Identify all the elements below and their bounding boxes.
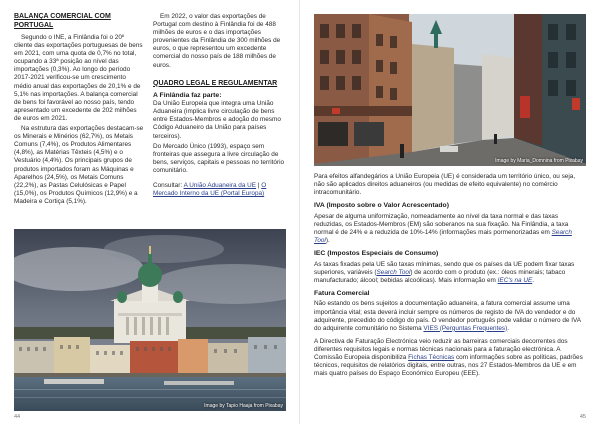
eu-internal-market-link[interactable]: O Mercado Interno da UE (Portal Europa) [153,182,267,198]
iva-heading: IVA (Imposto sobre o Valor Acrescentado) [314,202,449,210]
search-tool-link[interactable]: Search Tool [314,228,572,245]
invoice-paragraph: Não estando os bens sujeitos a documentação aduaneira, a fatura comercial assume uma importância vital; esta deverá incluir sempre os números de registo de IVA do vendedor e do adquirente, precedido do código do país. O vendedor português pode validar o número de IVA do adquirente comunitário no Sistema VIES (Perguntas Frequentes). [314,300,581,332]
search-tool-link[interactable]: Search Tool [376,268,411,276]
helsinki-cathedral-photo [14,229,286,411]
page-number: 45 [579,414,586,420]
paragraph: Na estrutura das exportações destacam-se os Minerais e Minérios (62,7%), os Metais Comuns (7,4%), os Produtos Alimentares (4,8%), as Matérias Têxteis (4,5%) e o Vestuário (4,4%). Os principais grupos de produtos importados foram as Máquinas e Aparelhos (24,5%), os Metais Comuns (22,2%), as Pastas Celulósicas e Papel (15,0%), os Produtos Químicos (12,9%) e a Madeira e Cortiça (5,1%). [14,125,144,205]
paragraph: Em 2022, o valor das exportações de Portugal com destino à Finlândia foi de 488 milhões de euros e o das importações provenientes da Finlândia de 300 milhões de euros, o que representou um excedente comercial do nosso país de 188 milhões de euros. [153,13,281,69]
subheading: A Finlândia faz parte: [153,91,222,99]
cathedral-illustration [14,229,286,411]
paragraph: Do Mercado Único (1993), espaço sem fronteiras que assegura a livre circulação de bens, serviços, capitais e pessoas no território comunitário. [153,142,285,174]
paragraph: Da União Europeia que integra uma União Aduaneira (implica livre circulação de bens entre Estados-Membros e adoção do mesmo Código Aduaneiro da União para países terceiros). [153,100,281,140]
right-text-column [314,173,586,380]
eu-customs-union-link[interactable]: A União Aduaneira da UE [183,182,257,189]
left-column-2 [153,13,287,200]
left-column-1 [14,12,144,208]
iec-heading: IEC (Impostos Especiais de Consumo) [314,250,439,258]
iva-paragraph: Apesar de alguma uniformização, nomeadamente ao nível da taxa normal e das taxas reduzidas, os Estados-Membros (EM) são soberanos na sua fixação. Na Finlândia, a taxa normal é de 24% e a reduzida de 10%-14% (informações mais pormenorizadas em Search Tool). [314,212,572,245]
invoice-heading: Fatura Comercial [314,289,370,297]
helsinki-street-photo [314,14,586,166]
legal-heading: QUADRO LEGAL E REGULAMENTAR [153,79,278,87]
consult-line: Consultar: A União Aduaneira da UE | O Mercado Interno da UE (Portal Europa) [153,182,267,198]
paragraph: Segundo o INE, a Finlândia foi o 20º cliente das exportações portuguesas de bens em 2021, com uma quota de 0,7% no total, ocupando a 33ª posição ao nível das importações (0,3%). Ao longo do período 2017-2021 verificou-se um crescimento médio anual das exportações de 20,1% e de 5,1% nas importações. A balança comercial de bens foi favorável ao nosso país, tendo apresentado um excedente de 202 milhões de euros em 2021. [14,34,143,122]
e-invoicing-paragraph: A Directiva de Faturação Electrónica veio reduzir as barreiras comerciais decorrentes dos diferentes requisitos legais e normas técnicas nacionais para a faturação electrónica. A Comissão Europeia disponibiliza Fichas Técnicas com informações sobre as políticas, padrões técnicos, requisitos de relatórios digitais, entre outras, nos 27 Estados-Membros da UE e em mais quatro países do Espaço Económico Europeu (EEE). [314,337,583,378]
street-illustration [314,14,586,166]
iec-paragraph: As taxas fixadas pela UE são taxas mínimas, sendo que os países da UE podem fixar taxas superiores, variáveis (Search Tool) de acordo com o produto (ex.: óleos minerais; tabaco manufacturado; álcool; bebidas alcoólicas). Mais informação em IEC's na UE. [314,260,575,284]
right-page [300,0,600,424]
page-number: 44 [14,414,21,420]
trade-balance-heading: BALANÇA COMERCIAL COM PORTUGAL [14,13,111,29]
paragraph: Para efeitos alfandegários a União Europeia (UE) é considerada um território único, ou seja, não são aplicados direitos aduaneiros (ou medidas de efeito equivalente) no comércio intracomunitário. [314,173,576,197]
photo-credit: Image by Maria_Domnina from Pixabay [495,158,583,164]
vies-faq-link[interactable]: VIES (Perguntas Frequentes) [423,324,508,332]
photo-credit: Image by Tapio Haaja from Pixabay [204,403,283,409]
technical-sheets-link[interactable]: Fichas Técnicas [408,354,455,361]
iec-eu-link[interactable]: IEC's na UE [497,276,533,284]
